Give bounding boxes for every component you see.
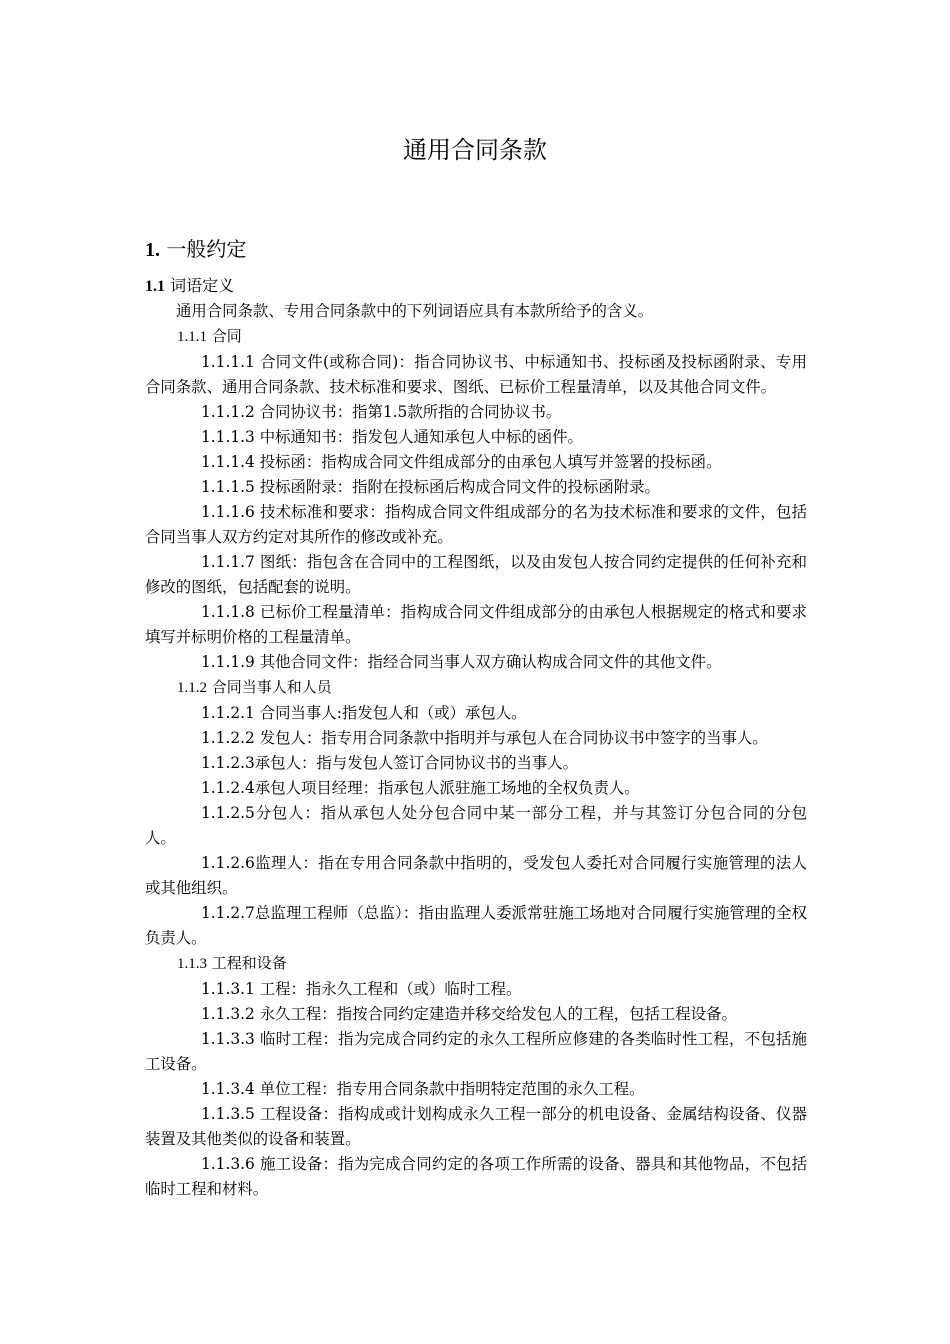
group-number: 1.1.2	[177, 680, 207, 696]
group-number: 1.1.3	[177, 956, 207, 972]
group-number: 1.1.1	[177, 329, 207, 345]
group-title: 工程和设备	[211, 954, 287, 972]
subsection-number: 1.1	[145, 278, 165, 295]
clause-item: 1.1.3.4 单位工程：指专用合同条款中指明特定范围的永久工程。	[201, 1080, 645, 1098]
section-title: 一般约定	[166, 237, 247, 261]
clause-item: 1.1.1.7 图纸：指包含在合同中的工程图纸，以及由发包人按合同约定提供的任何补充和修改的图纸，包括配套的说明。	[145, 553, 807, 596]
group-heading	[145, 951, 807, 977]
clause-item: 1.1.2.2 发包人：指专用合同条款中指明并与承包人在合同协议书中签字的当事人。	[201, 729, 768, 747]
clause-item: 1.1.2.4承包人项目经理：指承包人派驻施工场地的全权负责人。	[201, 779, 640, 797]
clause-group	[145, 951, 807, 1202]
clause-item: 1.1.1.3 中标通知书：指发包人通知承包人中标的函件。	[201, 428, 583, 446]
clause-item: 1.1.1.1 合同文件(或称合同)：指合同协议书、中标通知书、投标函及投标函附录、专用合同条款、通用合同条款、技术标准和要求、图纸、已标价工程量清单，以及其他合同文件。	[145, 353, 807, 396]
clause-item: 1.1.2.7总监理工程师（总监）：指由监理人委派常驻施工场地对合同履行实施管理的全权负责人。	[145, 904, 807, 947]
intro-paragraph: 通用合同条款、专用合同条款中的下列词语应具有本款所给予的含义。	[176, 302, 654, 320]
clause-item: 1.1.3.6 施工设备：指为完成合同约定的各项工作所需的设备、器具和其他物品，不包括临时工程和材料。	[145, 1155, 807, 1198]
clause-item: 1.1.3.3 临时工程：指为完成合同约定的永久工程所应修建的各类临时性工程，不包括施工设备。	[145, 1030, 807, 1073]
group-heading	[145, 675, 807, 701]
clause-item: 1.1.2.3承包人：指与发包人签订合同协议书的当事人。	[201, 754, 579, 772]
clause-group	[145, 324, 807, 675]
clause-item: 1.1.3.2 永久工程：指按合同约定建造并移交给发包人的工程，包括工程设备。	[201, 1005, 737, 1023]
section-number: 1.	[145, 239, 160, 261]
subsection-heading	[145, 273, 807, 299]
clause-item: 1.1.3.5 工程设备：指构成或计划构成永久工程一部分的机电设备、金属结构设备、仪器装置及其他类似的设备和装置。	[145, 1105, 807, 1148]
section-heading	[145, 234, 807, 265]
group-title: 合同当事人和人员	[211, 678, 332, 696]
clause-item: 1.1.2.5分包人：指从承包人处分包合同中某一部分工程，并与其签订分包合同的分包人。	[145, 804, 807, 847]
document-title: 通用合同条款	[403, 136, 547, 164]
clause-item: 1.1.2.1 合同当事人:指发包人和（或）承包人。	[201, 704, 527, 722]
clause-item: 1.1.1.2 合同协议书：指第1.5款所指的合同协议书。	[201, 403, 562, 421]
clause-item: 1.1.1.4 投标函：指构成合同文件组成部分的由承包人填写并签署的投标函。	[201, 453, 722, 471]
clause-item: 1.1.2.6监理人：指在专用合同条款中指明的，受发包人委托对合同履行实施管理的法人或其他组织。	[145, 854, 807, 897]
group-title: 合同	[211, 327, 242, 345]
subsection-title: 词语定义	[170, 276, 235, 295]
document-body	[145, 234, 807, 1202]
clause-item: 1.1.1.8 已标价工程量清单：指构成合同文件组成部分的由承包人根据规定的格式和要求填写并标明价格的工程量清单。	[145, 603, 807, 646]
group-heading	[145, 324, 807, 350]
clause-group	[145, 675, 807, 951]
clause-item: 1.1.1.9 其他合同文件：指经合同当事人双方确认构成合同文件的其他文件。	[201, 653, 722, 671]
clause-item: 1.1.1.5 投标函附录：指附在投标函后构成合同文件的投标函附录。	[201, 478, 660, 496]
clause-item: 1.1.1.6 技术标准和要求：指构成合同文件组成部分的名为技术标准和要求的文件，包括合同当事人双方约定对其所作的修改或补充。	[145, 503, 807, 546]
clause-item: 1.1.3.1 工程：指永久工程和（或）临时工程。	[201, 980, 522, 998]
